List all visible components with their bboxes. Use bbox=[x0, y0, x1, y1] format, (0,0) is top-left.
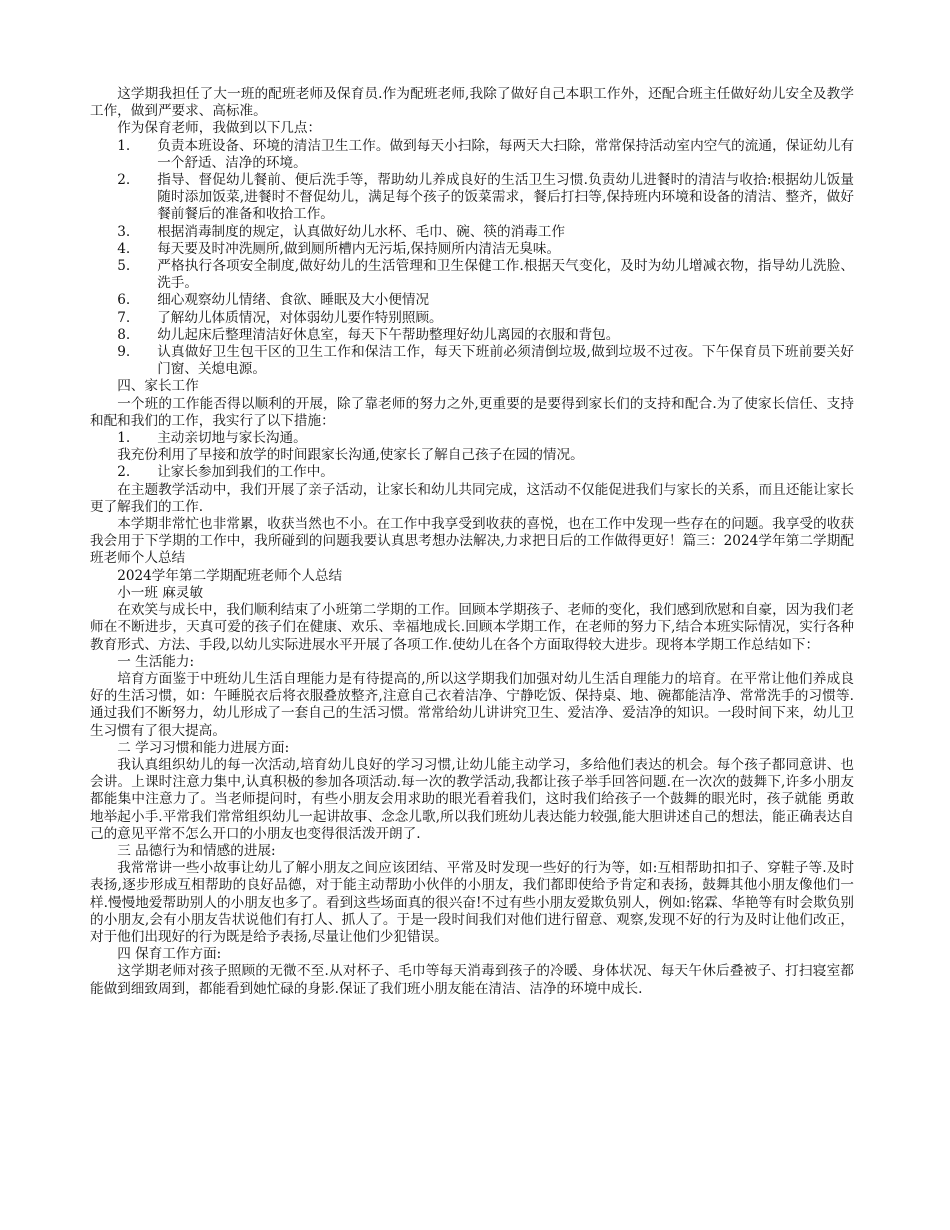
list-item-number: 1. bbox=[117, 430, 131, 447]
list-item-number: 9. bbox=[117, 344, 131, 361]
section-heading: 四、家长工作 bbox=[117, 378, 199, 395]
list-item-number: 8. bbox=[117, 326, 131, 343]
list-item bbox=[90, 138, 854, 172]
list-item bbox=[90, 258, 854, 292]
list-item bbox=[90, 464, 854, 481]
list-item-text: 根据消毒制度的规定，认真做好幼儿水杯、毛巾、碗、筷的消毒工作 bbox=[157, 223, 565, 240]
paragraph: 在主题教学活动中，我们开展了亲子活动，让家长和幼儿共同完成，这活动不仅能促进我们与家长的关系，而且还能让家长更了解我们的工作. bbox=[90, 481, 854, 515]
list-item-number: 4. bbox=[117, 240, 131, 257]
list-item-text: 每天要及时冲洗厕所,做到厕所槽内无污垢,保持厕所内清洁无臭味。 bbox=[157, 240, 561, 257]
section-heading: 二 学习习惯和能力进展方面: bbox=[117, 739, 290, 756]
numbered-list bbox=[90, 430, 854, 447]
list-item bbox=[90, 344, 854, 378]
section-heading: 作为保育老师，我做到以下几点： bbox=[117, 120, 322, 137]
list-item-text: 了解幼儿体质情况，对体弱幼儿要作特别照顾。 bbox=[157, 309, 443, 326]
section-heading: 2024学年第二学期配班老师个人总结 bbox=[117, 567, 343, 584]
paragraph: 本学期非常忙也非常累，收获当然也不小。在工作中我享受到收获的喜悦，也在工作中发现一些存在的问题。我享受的收获我会用于下学期的工作中，我所碰到的问题我要认真思考想办法解决,力求把日后的工作做得更好！篇三：2024学年第二学期配班老师个人总结 bbox=[90, 516, 854, 567]
list-item-number: 2. bbox=[117, 464, 131, 481]
list-item-text: 指导、督促幼儿餐前、便后洗手等，帮助幼儿养成良好的生活卫生习惯.负责幼儿进餐时的清洁与收拾:根据幼儿饭量随时添加饭菜,进餐时不督促幼儿，满足每个孩子的饭菜需求，餐后打扫等,保持班内环境和设备的清洁、整齐，做好餐前餐后的准备和收拾工作。 bbox=[157, 172, 854, 223]
list-item-text: 幼儿起床后整理清洁好休息室，每天下午帮助整理好幼儿离园的衣服和背包。 bbox=[157, 326, 620, 343]
list-item-text: 认真做好卫生包干区的卫生工作和保洁工作，每天下班前必须清倒垃圾,做到垃圾不过夜。下午保育员下班前要关好门窗、关熄电源。 bbox=[157, 344, 854, 378]
paragraph: 一个班的工作能否得以顺利的开展，除了靠老师的努力之外,更重要的是要得到家长们的支持和配合.为了使家长信任、支持和配和我们的工作，我实行了以下措施： bbox=[90, 395, 854, 429]
list-item-text: 负责本班设备、环境的清洁卫生工作。做到每天小扫除，每两天大扫除，常常保持活动室内空气的流通，保证幼儿有一个舒适、洁净的环境。 bbox=[157, 137, 854, 171]
list-item-text: 严格执行各项安全制度,做好幼儿的生活管理和卫生保健工作.根据天气变化，及时为幼儿增减衣物，指导幼儿洗脸、洗手。 bbox=[157, 258, 854, 292]
list-item-text: 让家长参加到我们的工作中。 bbox=[157, 464, 334, 481]
section-heading: 一 生活能力: bbox=[117, 653, 195, 670]
list-item bbox=[90, 224, 854, 241]
list-item bbox=[90, 292, 854, 309]
paragraph: 我常常讲一些小故事让幼儿了解小朋友之间应该团结、平常及时发现一些好的行为等，如:互相帮助扣扣子、穿鞋子等.及时表扬,逐步形成互相帮助的良好品德，对于能主动帮助小伙伴的小朋友，我们都即使给予肯定和表扬，鼓舞其他小朋友像他们一样.慢慢地爱帮助别人的小朋友也多了。看到这些场面真的很兴奋!不过有些小朋友爱欺负别人，例如:铭霖、华艳等有时会欺负别的小朋友,会有小朋友告状说他们有打人、抓人了。于是一段时间我们对他们进行留意、观察,发现不好的行为及时让他们改正，对于他们出现好的行为既是给予表扬,尽量让他们少犯错误。 bbox=[90, 860, 854, 945]
list-item bbox=[90, 430, 854, 447]
list-item-number: 2. bbox=[117, 172, 131, 189]
list-item bbox=[90, 310, 854, 327]
list-item bbox=[90, 172, 854, 224]
list-item-number: 6. bbox=[117, 292, 131, 309]
list-item-number: 7. bbox=[117, 309, 131, 326]
paragraph: 在欢笑与成长中，我们顺利结束了小班第二学期的工作。回顾本学期孩子、老师的变化，我们感到欣慰和自豪，因为我们老师在不断进步，天真可爱的孩子们在健康、欢乐、幸福地成长.回顾本学期工作，在老师的努力下,结合本班实际情况，实行各种教育形式、方法、手段,以幼儿实际进展水平开展了各项工作.使幼儿在各个方面取得较大进步。现将本学期工作总结如下： bbox=[90, 602, 854, 653]
section-heading: 我充份利用了早接和放学的时间跟家长沟通,使家长了解自己孩子在园的情况。 bbox=[117, 447, 584, 464]
paragraph: 培育方面鉴于中班幼儿生活自理能力是有待提高的,所以这学期我们加强对幼儿生活自理能力的培育。在平常让他们养成良好的生活习惯，如：午睡脱衣后将衣服叠放整齐,注意自己衣着洁净、宁静吃饭、保持桌、地、碗都能洁净、常常洗手的习惯等.通过我们不断努力，幼儿形成了一套自己的生活习惯。常常给幼儿讲讲究卫生、爱洁净、爱洁净的知识。一段时间下来，幼儿卫生习惯有了很大提高。 bbox=[90, 670, 854, 739]
section-heading: 四 保育工作方面: bbox=[117, 946, 222, 963]
numbered-list bbox=[90, 464, 854, 481]
list-item-number: 5. bbox=[117, 258, 131, 275]
paragraph: 我认真组织幼儿的每一次活动,培育幼儿良好的学习习惯,让幼儿能主动学习，多给他们表达的机会。每个孩子都同意讲、也会讲。上课时注意力集中,认真积极的参加各项活动.每一次的教学活动,我都让孩子举手回答问题.在一次次的鼓舞下,许多小朋友都能集中注意力了。当老师提问时，有些小朋友会用求助的眼光看着我们，这时我们给孩子一个鼓舞的眼光时，孩子就能 勇敢地举起小手.平常我们常常组织幼儿一起讲故事、念念儿歌,所以我们班幼儿表达能力较强,能大胆讲述自己的想法，能正确表达自己的意见平常不怎么开口的小朋友也变得很活泼开朗了. bbox=[90, 756, 854, 842]
list-item-number: 3. bbox=[117, 223, 131, 240]
section-heading: 小一班 麻灵敏 bbox=[117, 584, 204, 601]
list-item-number: 1. bbox=[117, 137, 131, 154]
paragraph: 这学期老师对孩子照顾的无微不至.从对杯子、毛巾等每天消毒到孩子的冷暖、身体状况、每天午休后叠被子、打扫寝室都能做到细致周到，都能看到她忙碌的身影.保证了我们班小朋友能在清洁、洁净的环境中成长. bbox=[90, 963, 854, 997]
list-item bbox=[90, 241, 854, 258]
numbered-list bbox=[90, 138, 854, 379]
list-item-text: 主动亲切地与家长沟通。 bbox=[157, 430, 307, 447]
list-item bbox=[90, 327, 854, 344]
section-heading: 三 品德行为和情感的进展: bbox=[117, 842, 276, 859]
paragraph: 这学期我担任了大一班的配班老师及保育员.作为配班老师,我除了做好自己本职工作外，还配合班主任做好幼儿安全及教学工作，做到严要求、高标准。 bbox=[90, 86, 854, 120]
list-item-text: 细心观察幼儿情绪、食欲、睡眠及大小便情况 bbox=[157, 292, 430, 309]
